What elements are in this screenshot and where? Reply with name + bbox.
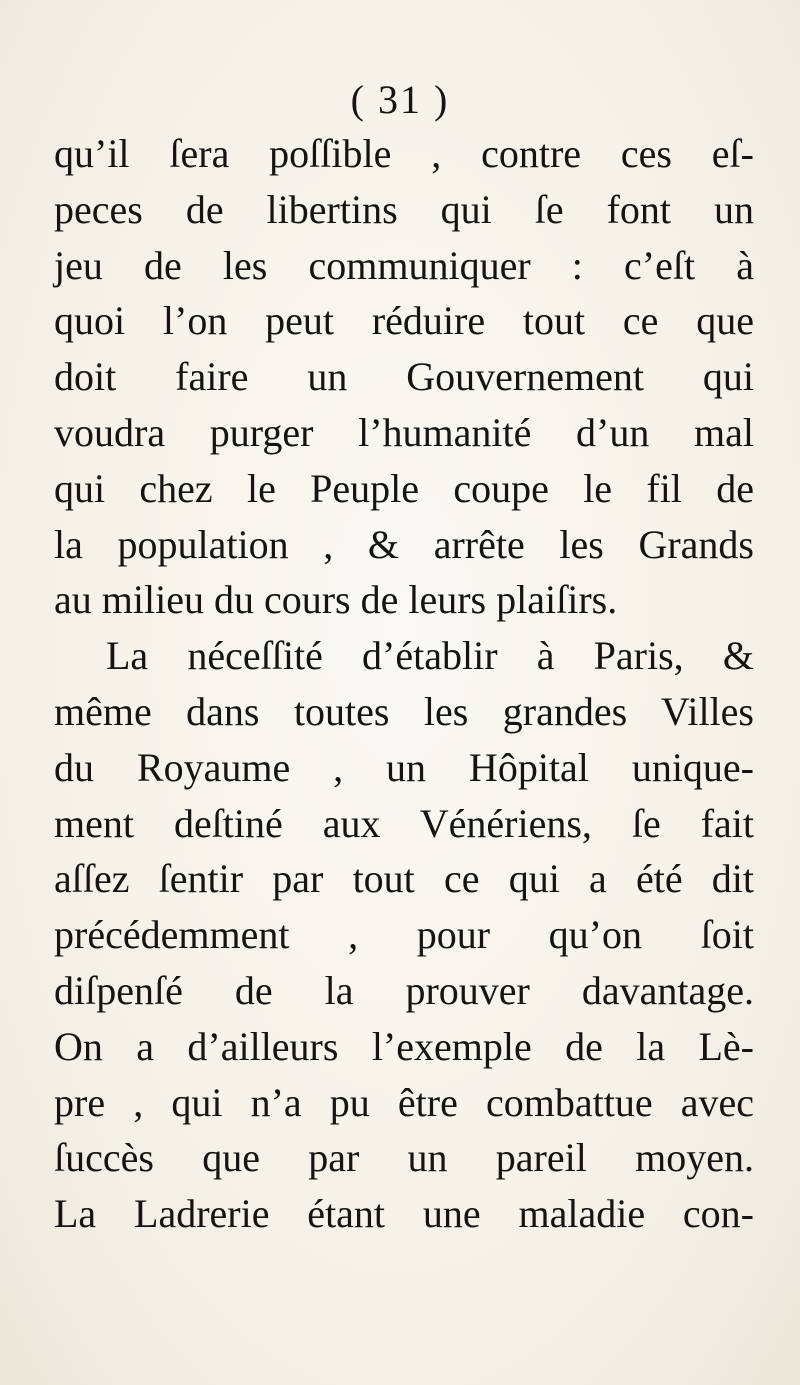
text-line: ment deſtiné aux Vénériens, ſe fait (54, 800, 754, 846)
text-line: diſpenſé de la prouver davantage. (54, 967, 754, 1013)
text-line: ſuccès que par un pareil moyen. (54, 1135, 754, 1181)
text-line: aſſez ſentir par tout ce qui a été dit (54, 856, 754, 902)
text-line: du Royaume , un Hôpital unique- (54, 744, 754, 790)
text-line: même dans toutes les grandes Villes (54, 688, 754, 734)
text-line: au milieu du cours de leurs plaiſirs. (54, 577, 618, 623)
text-line: On a d’ailleurs l’exemple de la Lè- (54, 1023, 754, 1069)
text-line: qu’il ſera poſſible , contre ces eſ- (54, 131, 754, 176)
body-text (54, 126, 754, 1242)
text-line: pre , qui n’a pu être combattue avec (54, 1079, 754, 1125)
text-line: qui chez le Peuple coupe le fil de (54, 465, 754, 511)
text-line: la population , & arrête les Grands (54, 521, 754, 567)
text-line: précédemment , pour qu’on ſoit (54, 912, 754, 958)
text-line: doit faire un Gouvernement qui (54, 354, 754, 400)
paragraph-start-line: La néceſſité d’établir à Paris, & (106, 633, 754, 679)
text-line: voudra purger l’humanité d’un mal (54, 409, 754, 455)
text-line: La Ladrerie étant une maladie con- (54, 1191, 754, 1237)
text-line: peces de libertins qui ſe font un (54, 186, 754, 232)
text-line: jeu de les communiquer : c’eſt à (54, 242, 754, 288)
text-line: quoi l’on peut réduire tout ce que (54, 298, 754, 344)
page-number: ( 31 ) (350, 77, 450, 122)
